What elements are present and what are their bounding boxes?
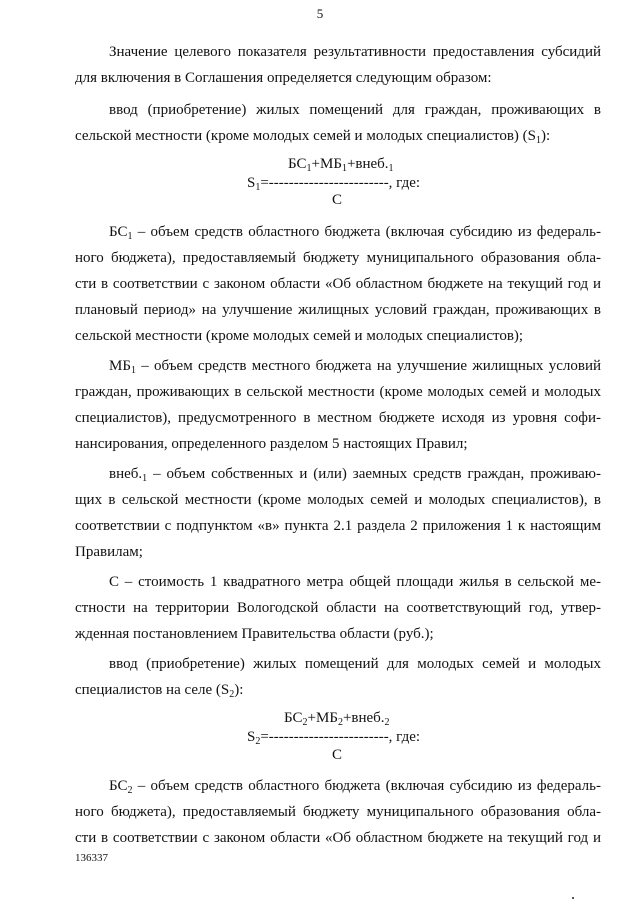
text-line: граждан, проживающих в сельской местности (кроме молодых семей и молодых bbox=[75, 384, 601, 400]
text-line: щих в сельской местности (кроме молодых семей и молодых специалистов), в bbox=[75, 492, 601, 508]
text-line: $внеб._1$ – объем собственных и (или) заемных средств граждан, проживаю- bbox=[109, 466, 601, 484]
formula-2-equation: $S_2=------------------------$, где: bbox=[247, 729, 421, 747]
text-line: для включения в Соглашения определяется следующим образом: bbox=[75, 70, 492, 86]
text-line: стности на территории Вологодской области на соответствующий год, утвер- bbox=[75, 600, 601, 616]
text-line: специалистов), предусмотренного в местном бюджете исходя из уровня софи- bbox=[75, 410, 601, 426]
text-line: Правилам; bbox=[75, 544, 143, 560]
text-line: С – стоимость 1 квадратного метра общей площади жилья в сельской ме- bbox=[109, 574, 601, 590]
formula-2-numerator: $БС_2+МБ_2+внеб._2$ bbox=[284, 710, 390, 728]
text-line: сти в соответствии с законом области «Об областном бюджете на текущий год и bbox=[75, 830, 601, 846]
text-line: Значение целевого показателя результативности предоставления субсидий bbox=[109, 44, 601, 60]
text-line: ввод (приобретение) жилых помещений для граждан, проживающих в bbox=[109, 102, 601, 118]
text-line: нансирования, определенного разделом 5 настоящих Правил; bbox=[75, 436, 468, 452]
scan-speck bbox=[572, 897, 574, 899]
text-line: сельской местности (кроме молодых семей и молодых специалистов) $(S_1)$: bbox=[75, 128, 551, 146]
page-number: 5 bbox=[316, 6, 324, 21]
text-line: ввод (приобретение) жилых помещений для молодых семей и молодых bbox=[109, 656, 601, 672]
text-line: жденная постановлением Правительства области (руб.); bbox=[75, 626, 434, 642]
formula-1-denominator: С bbox=[332, 192, 343, 208]
text-line: $БС_1$ – объем средств областного бюджета (включая субсидию из федераль- bbox=[109, 224, 601, 242]
text-line: сельской местности (кроме молодых семей и молодых специалистов); bbox=[75, 328, 524, 344]
text-line: $МБ_1$ – объем средств местного бюджета на улучшение жилищных условий bbox=[109, 358, 601, 376]
formula-1-equation: $S_1=------------------------$, где: bbox=[247, 175, 421, 193]
text-line: ного бюджета), предоставляемый бюджету муниципального образования обла- bbox=[75, 804, 601, 820]
text-line: соответствии с подпунктом «в» пункта 2.1 раздела 2 приложения 1 к настоящим bbox=[75, 518, 601, 534]
text-line: $БС_2$ – объем средств областного бюджета (включая субсидию из федераль- bbox=[109, 778, 601, 796]
text-line: ного бюджета), предоставляемый бюджету муниципального образования обла- bbox=[75, 250, 601, 266]
document-code: 136337 bbox=[75, 852, 108, 864]
text-line: сти в соответствии с законом области «Об областном бюджете на текущий год и bbox=[75, 276, 601, 292]
formula-1-numerator: $БС_1+МБ_1+внеб._1$ bbox=[288, 156, 394, 174]
text-line: специалистов на селе $(S_2)$: bbox=[75, 682, 244, 700]
text-line: плановый период» на улучшение жилищных условий граждан, проживающих в bbox=[75, 302, 601, 318]
formula-2-denominator: С bbox=[332, 747, 343, 763]
